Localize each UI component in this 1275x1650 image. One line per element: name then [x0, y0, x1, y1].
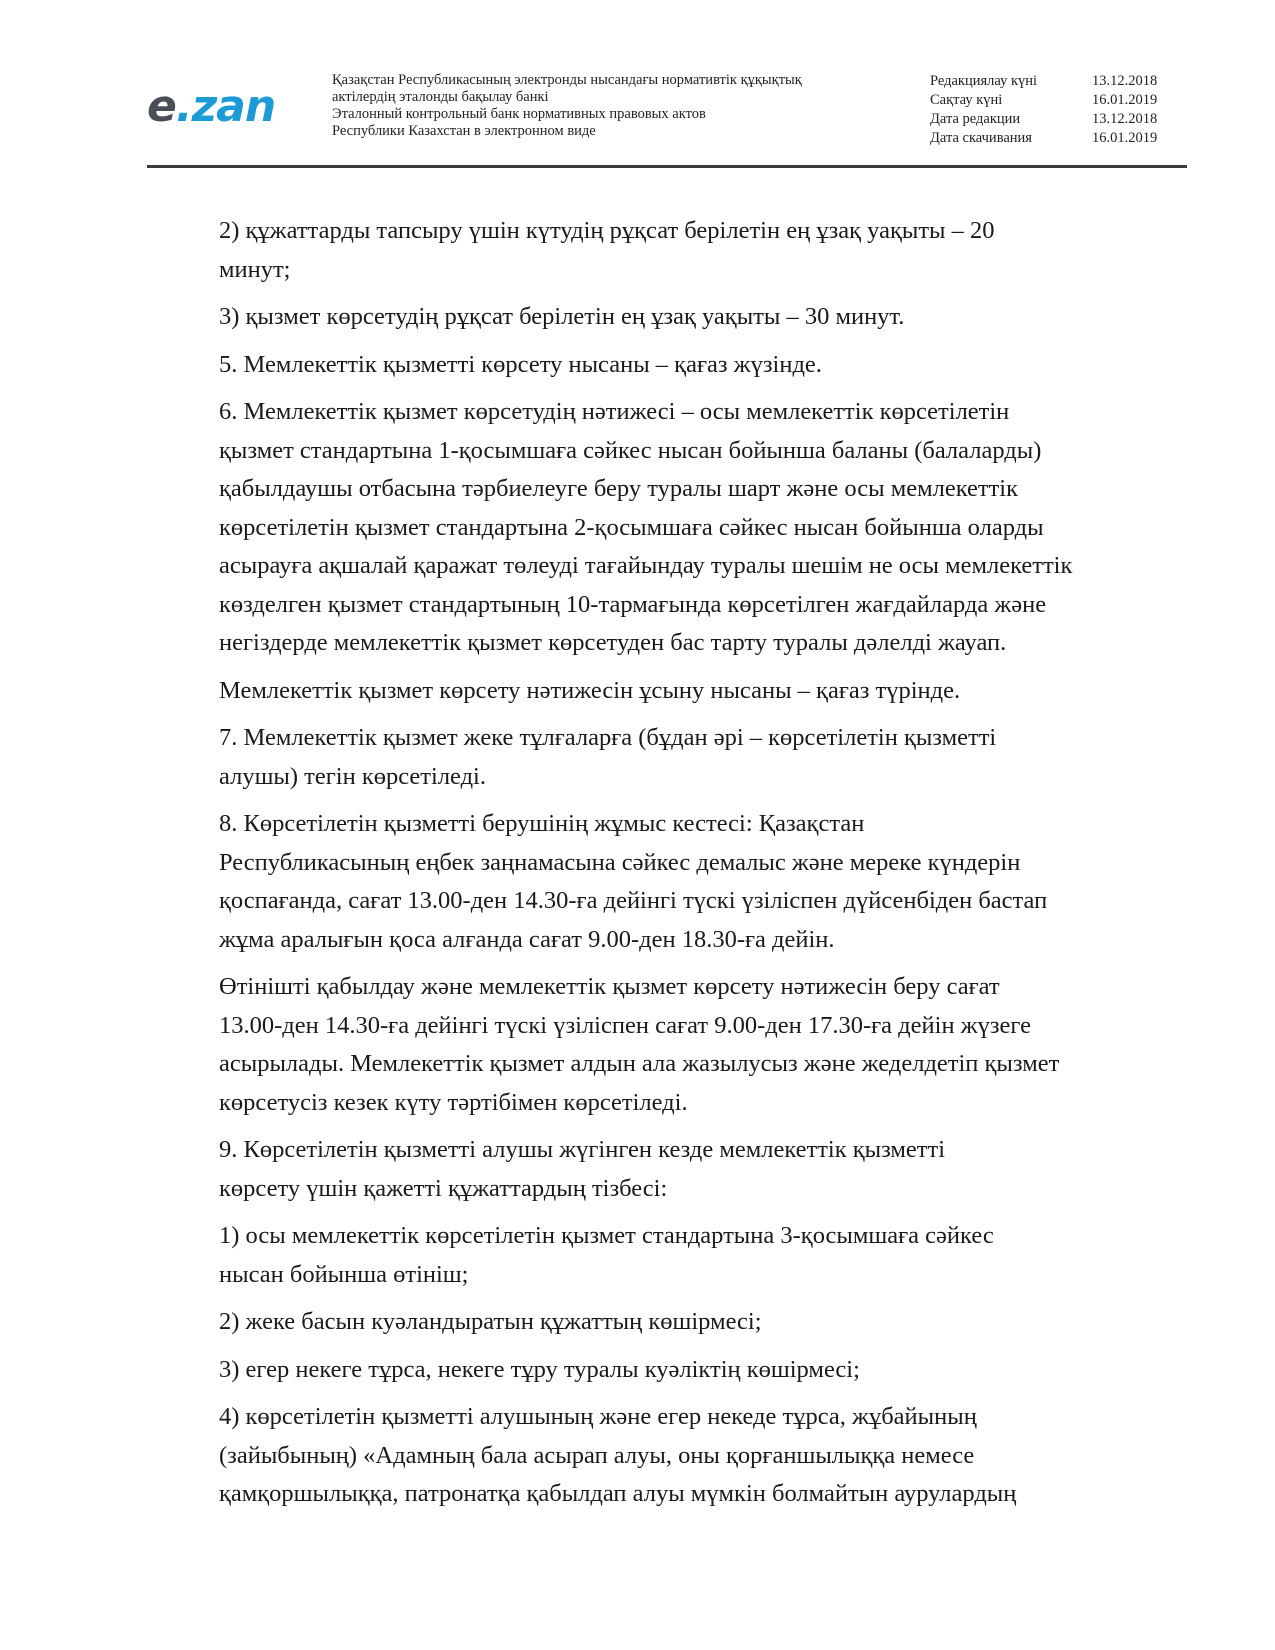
paragraph-line: жұма аралығын қоса алғанда сағат 9.00-ден 18.30-ға дейін.	[219, 925, 835, 953]
paragraph-line: қабылдаушы отбасына тәрбиелеуге беру туралы шарт және осы мемлекеттік	[219, 475, 1019, 502]
paragraph-line: нысан бойынша өтініш;	[219, 1260, 469, 1288]
paragraph	[147, 805, 1147, 959]
paragraph-line: 2) жеке басын куәландыратын құжаттың көшірмесі;	[219, 1308, 762, 1335]
paragraph-line: 3) егер некеге тұрса, некеге тұру туралы куәліктің көшірмесі;	[219, 1355, 860, 1383]
paragraph-line: минут;	[219, 255, 291, 283]
header-description	[332, 72, 892, 140]
paragraph-line: 13.00-ден 14.30-ға дейінгі түскі үзіліспен сағат 9.00-ден 17.30-ға дейін жүзеге	[219, 1011, 1032, 1039]
paragraph-line: 8. Көрсетілетін қызметті берушінің жұмыс кестесі: Қазақстан	[219, 810, 865, 837]
document-header	[147, 68, 1187, 164]
meta-label: Редакциялау күні	[930, 73, 1038, 89]
paragraph-line: 4) көрсетілетін қызметті алушының және егер некеде тұрса, жұбайының	[219, 1403, 977, 1430]
paragraph-line: Өтінішті қабылдау және мемлекеттік қызмет көрсету нәтижесін беру сағат	[219, 973, 1000, 1000]
paragraph-line: негіздерде мемлекеттік қызмет көрсетуден бас тарту туралы дәлелді жауап.	[219, 629, 1007, 656]
meta-row-edit-date-ru	[930, 110, 1190, 129]
paragraph-line: көрсетілетін қызмет стандартына 2-қосымшаға сәйкес нысан бойынша оларды	[219, 513, 1044, 541]
meta-row-save-date-kz	[930, 91, 1190, 110]
ezan-logo: e.zan	[147, 81, 276, 132]
meta-label: Дата скачивания	[930, 130, 1032, 146]
header-divider	[147, 165, 1187, 168]
paragraph-line: қамқоршылыққа, патронатқа қабылдап алуы мүмкін болмайтын аурулардың	[219, 1480, 1017, 1507]
meta-row-edit-date-kz	[930, 72, 1190, 91]
paragraph-line: 7. Мемлекеттік қызмет жеке тұлғаларға (бұдан әрі – көрсетілетін қызметті	[219, 724, 997, 751]
paragraph-line: 3) қызмет көрсетудің рұқсат берілетін ең ұзақ уақыты – 30 минут.	[219, 303, 905, 330]
document-body	[147, 212, 1147, 1523]
paragraph	[147, 1351, 1147, 1390]
meta-value: 16.01.2019	[1092, 92, 1158, 108]
paragraph	[147, 968, 1147, 1122]
paragraph-line: (зайыбының) «Адамның бала асырап алуы, оны қорғаншылыққа немесе	[219, 1441, 975, 1469]
paragraph-line: 9. Көрсетілетін қызметті алушы жүгінген кезде мемлекеттік қызметті	[219, 1136, 946, 1163]
paragraph-line: алушы) тегін көрсетіледі.	[219, 762, 486, 790]
paragraph	[147, 1131, 1147, 1208]
paragraph	[147, 393, 1147, 663]
paragraph-line: 6. Мемлекеттік қызмет көрсетудің нәтижесі – осы мемлекеттік көрсетілетін	[219, 398, 1010, 425]
meta-value: 13.12.2018	[1092, 73, 1158, 89]
paragraph-line: 5. Мемлекеттік қызметті көрсету нысаны – қағаз жүзінде.	[219, 350, 822, 378]
meta-value: 13.12.2018	[1092, 111, 1158, 127]
paragraph-line: көзделген қызмет стандартының 10-тармағында көрсетілген жағдайларда және	[219, 590, 1047, 618]
paragraph	[147, 1303, 1147, 1342]
meta-row-download-date-ru	[930, 129, 1190, 148]
paragraph-line: 2) құжаттарды тапсыру үшін күтудің рұқсат берілетін ең ұзақ уақыты – 20	[219, 217, 995, 244]
meta-label: Сақтау күні	[930, 92, 1003, 108]
paragraph	[147, 212, 1147, 289]
header-description-line: Қазақстан Республикасының электронды нысандағы нормативтік құқықтық	[332, 72, 802, 88]
paragraph	[147, 1217, 1147, 1294]
header-dates	[930, 72, 1190, 148]
paragraph	[147, 672, 1147, 711]
paragraph	[147, 298, 1147, 337]
paragraph-line: Мемлекеттік қызмет көрсету нәтижесін ұсыну нысаны – қағаз түрінде.	[219, 676, 961, 704]
meta-value: 16.01.2019	[1092, 130, 1158, 146]
paragraph-line: қоспағанда, сағат 13.00-ден 14.30-ға дейінгі түскі үзіліспен дүйсенбіден бастап	[219, 887, 1048, 914]
paragraph	[147, 346, 1147, 385]
header-description-line: Эталонный контрольный банк нормативных правовых актов	[332, 106, 706, 122]
paragraph-line: Республикасының еңбек заңнамасына сәйкес демалыс және мереке күндерін	[219, 848, 1021, 876]
header-description-line: актілердің эталонды бақылау банкі	[332, 89, 549, 105]
paragraph	[147, 719, 1147, 796]
paragraph-line: асырауға ақшалай қаражат төлеуді тағайындау туралы шешім не осы мемлекеттік	[219, 552, 1073, 579]
paragraph-line: асырылады. Мемлекеттік қызмет алдын ала жазылусыз және жеделдетіп қызмет	[219, 1050, 1060, 1077]
paragraph-line: 1) осы мемлекеттік көрсетілетін қызмет стандартына 3-қосымшаға сәйкес	[219, 1222, 994, 1249]
header-description-line: Республики Казахстан в электронном виде	[332, 123, 596, 139]
paragraph-line: қызмет стандартына 1-қосымшаға сәйкес нысан бойынша баланы (балаларды)	[219, 436, 1042, 464]
meta-label: Дата редакции	[930, 111, 1021, 127]
paragraph-line: көрсетусіз кезек күту тәртібімен көрсетіледі.	[219, 1088, 688, 1116]
paragraph-line: көрсету үшін қажетті құжаттардың тізбесі:	[219, 1174, 668, 1202]
paragraph	[147, 1398, 1147, 1514]
